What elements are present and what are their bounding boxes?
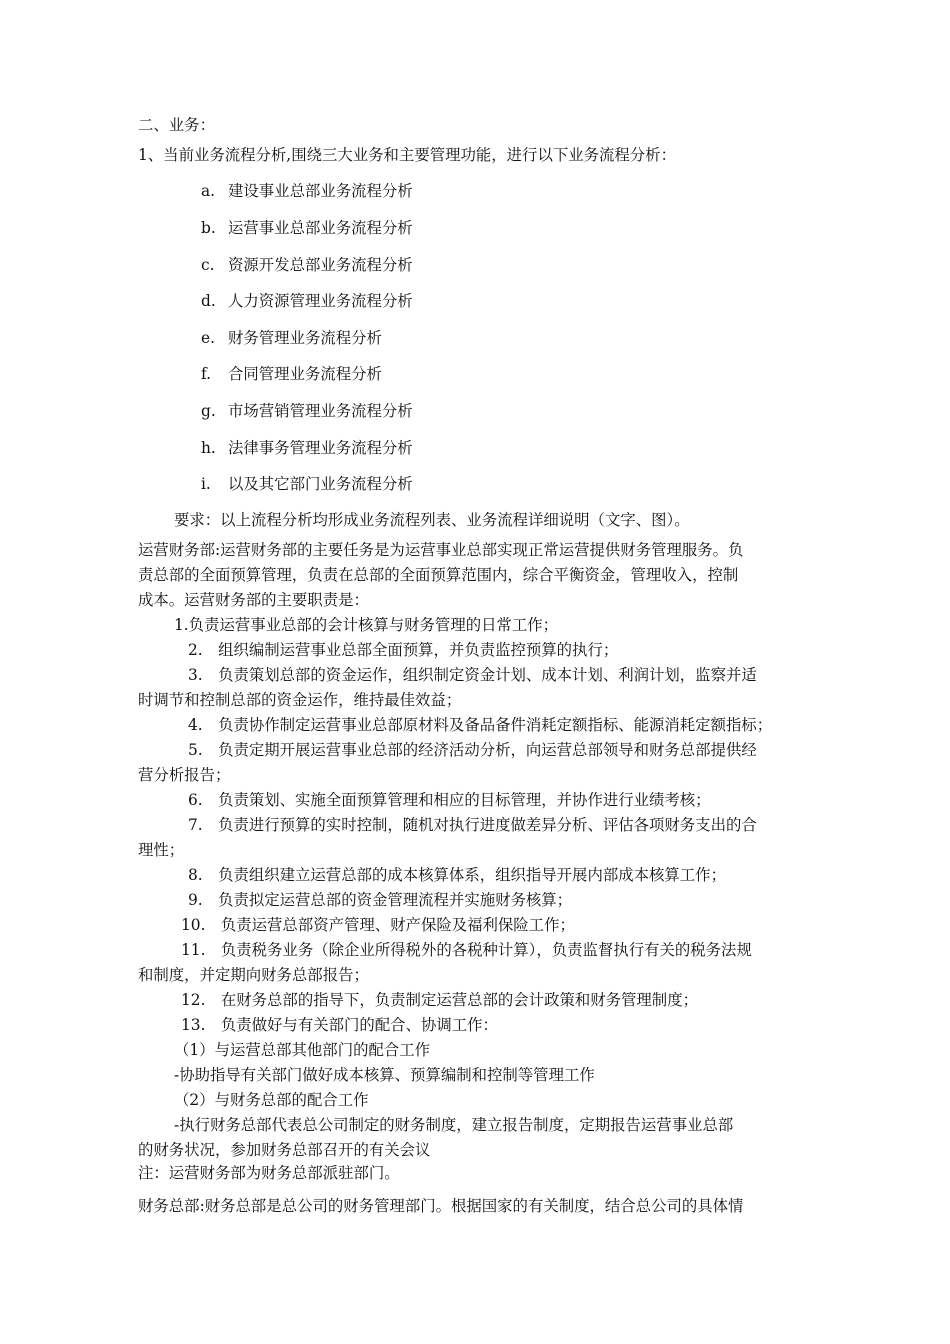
list-item-marker: f. — [201, 365, 212, 383]
duty-line: 和制度，并定期向财务总部报告； — [138, 966, 369, 984]
duty-line: （1）与运营总部其他部门的配合工作 — [174, 1041, 431, 1059]
duty-line: 7. 负责进行预算的实时控制，随机对执行进度做差异分析、评估各项财务支出的合 — [188, 816, 757, 834]
requirement-note: 要求：以上流程分析均形成业务流程列表、业务流程详细说明（文字、图）。 — [174, 511, 690, 529]
list-item: 资源开发总部业务流程分析 — [228, 256, 413, 274]
section-heading: 二、业务： — [138, 116, 215, 134]
duty-line: 的财务状况，参加财务总部召开的有关会议 — [138, 1141, 431, 1159]
paragraph-line: 运营财务部:运营财务部的主要任务是为运营事业总部实现正常运营提供财务管理服务。负 — [138, 541, 744, 559]
list-item: 运营事业总部业务流程分析 — [228, 219, 413, 237]
section-intro: 1、当前业务流程分析,围绕三大业务和主要管理功能，进行以下业务流程分析： — [138, 146, 676, 164]
duty-line: 13. 负责做好与有关部门的配合、协调工作： — [181, 1016, 498, 1034]
paragraph-line: 责总部的全面预算管理，负责在总部的全面预算范围内，综合平衡资金，管理收入，控制 — [138, 566, 739, 584]
duty-line: （2）与财务总部的配合工作 — [174, 1091, 369, 1109]
list-item-marker: e. — [201, 329, 216, 347]
list-item-marker: b. — [201, 219, 216, 237]
dept-note: 注：运营财务部为财务总部派驻部门。 — [138, 1164, 400, 1182]
duty-line: 2. 组织编制运营事业总部全面预算，并负责监控预算的执行； — [188, 641, 619, 659]
list-item: 合同管理业务流程分析 — [228, 365, 382, 383]
list-item: 财务管理业务流程分析 — [228, 329, 382, 347]
duty-line: 时调节和控制总部的资金运作，维持最佳效益； — [138, 691, 462, 709]
paragraph-line: 成本。运营财务部的主要职责是： — [138, 591, 369, 609]
duty-line: 10. 负责运营总部资产管理、财产保险及福利保险工作； — [181, 916, 575, 934]
list-item-marker: a. — [201, 182, 216, 200]
duty-line: 3. 负责策划总部的资金运作，组织制定资金计划、成本计划、利润计划，监察并适 — [188, 666, 757, 684]
duty-line: 1.负责运营事业总部的会计核算与财务管理的日常工作； — [174, 616, 559, 634]
duty-line: 8. 负责组织建立运营总部的成本核算体系，组织指导开展内部成本核算工作； — [188, 866, 726, 884]
duty-line: 理性； — [138, 841, 185, 859]
duty-line: 营分析报告； — [138, 766, 231, 784]
list-item: 以及其它部门业务流程分析 — [228, 475, 413, 493]
duty-line: -协助指导有关部门做好成本核算、预算编制和控制等管理工作 — [174, 1066, 595, 1084]
duty-line: 6. 负责策划、实施全面预算管理和相应的目标管理，并协作进行业绩考核； — [188, 791, 711, 809]
list-item: 人力资源管理业务流程分析 — [228, 292, 413, 310]
duty-line: -执行财务总部代表总公司制定的财务制度，建立报告制度，定期报告运营事业总部 — [174, 1116, 734, 1134]
duty-line: 4. 负责协作制定运营事业总部原材料及备品备件消耗定额指标、能源消耗定额指标； — [188, 716, 773, 734]
list-item-marker: h. — [201, 439, 216, 457]
list-item: 法律事务管理业务流程分析 — [228, 439, 413, 457]
list-item-marker: i. — [201, 475, 211, 493]
list-item: 建设事业总部业务流程分析 — [228, 182, 413, 200]
duty-line: 11. 负责税务业务（除企业所得税外的各税种计算），负责监督执行有关的税务法规 — [181, 941, 752, 959]
list-item-marker: c. — [201, 256, 215, 274]
duty-line: 9. 负责拟定运营总部的资金管理流程并实施财务核算； — [188, 891, 573, 909]
list-item-marker: g. — [201, 402, 216, 420]
list-item: 市场营销管理业务流程分析 — [228, 402, 413, 420]
hq-finance-description: 财务总部:财务总部是总公司的财务管理部门。根据国家的有关制度，结合总公司的具体情 — [138, 1197, 744, 1215]
duty-line: 12. 在财务总部的指导下，负责制定运营总部的会计政策和财务管理制度； — [181, 991, 698, 1009]
duty-line: 5. 负责定期开展运营事业总部的经济活动分析，向运营总部领导和财务总部提供经 — [188, 741, 757, 759]
list-item-marker: d. — [201, 292, 216, 310]
